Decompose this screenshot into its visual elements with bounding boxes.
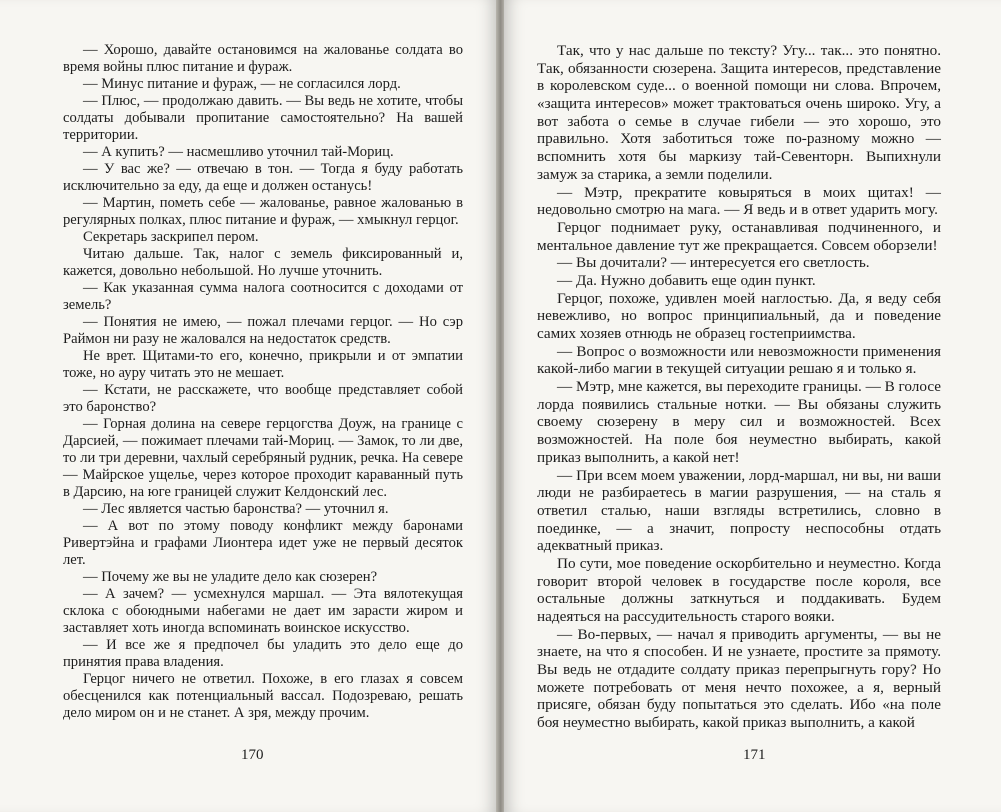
paragraph: — Почему же вы не уладите дело как сюзерен? (83, 569, 378, 585)
paragraph: — Как указанная сумма налога соотносится с доходами от земель? (63, 280, 463, 313)
paragraph: По сути, мое поведение оскорбительно и неуместно. Когда говорит второй человек в государстве после короля, все остальные должны заткнуться и поддакивать. Будем надеяться на рассудительность старого вояки. (537, 554, 941, 625)
paragraph: Так, что у нас дальше по тексту? Угу... так... это понятно. Так, обязанности сюзерена. Защита интересов, представление в королевском суде... о военной помощи ни слова. Впрочем, «защита интересов» может трактоваться очень широко. Угу, а вот забота о семье в случае гибели — это хорошо, это правильно. Хотя заботиться тоже по-разному можно — вспомнить хотя бы маркизу тай-Севенторн. Выпихнули замуж за старика, а земли поделили. (537, 42, 941, 183)
paragraph: — У вас же? — отвечаю в тон. — Тогда я буду работать исключительно за еду, да еще и должен останусь! (63, 161, 463, 194)
paragraph: — Хорошо, давайте остановимся на жалованье солдата во время войны плюс питание и фураж. (63, 42, 463, 75)
paragraph: Читаю дальше. Так, налог с земель фиксированный и, кажется, довольно небольшой. Но лучше уточнить. (63, 246, 463, 279)
paragraph: — Да. Нужно добавить еще один пункт. (557, 271, 816, 289)
right-page (504, 0, 1001, 812)
paragraph: — Вопрос о возможности или невозможности применения какой-либо магии в текущей ситуации решаю я и только я. (537, 342, 941, 378)
paragraph: — Во-первых, — начал я приводить аргументы, — вы не знаете, на что я способен. И не узнаете, простите за прямоту. Вы ведь не отдадите солдату приказ перепрыгнуть гору? Но можете потребовать от меня нечто похожее, а я, верный присяге, обязан буду попытаться это сделать. Ибо «на поле боя неуместно выбирать, какой приказ выполнить, а какой (537, 625, 941, 732)
paragraph: — При всем моем уважении, лорд-маршал, ни вы, ни ваши люди не разбираетесь в магии разрушения, — на сталь я ответил сталью, наши взгляды встретились, словно в поединке, — а значит, попросту неспособны отдать адекватный приказ. (537, 466, 941, 555)
paragraph: Герцог поднимает руку, останавливая подчиненного, и ментальное давление тут же прекращается. Совсем оборзели! (537, 218, 941, 254)
paragraph: — А вот по этому поводу конфликт между баронами Ривертэйна и графами Лионтера идет уже не первый десяток лет. (63, 518, 463, 568)
paragraph: Герцог ничего не ответил. Похоже, в его глазах я совсем обесценился как потенциальный вассал. Подозреваю, решать дело миром он и не станет. А зря, между прочим. (63, 671, 463, 721)
paragraph: — Лес является частью баронства? — уточнил я. (83, 501, 389, 517)
paragraph: — Понятия не имею, — пожал плечами герцог. — Но сэр Раймон ни разу не жаловался на недостаток средств. (63, 314, 463, 347)
paragraph: — Кстати, не расскажете, что вообще представляет собой это баронство? (63, 382, 463, 415)
page-number: 171 (743, 747, 766, 763)
left-page (0, 0, 497, 812)
right-page-text (537, 42, 941, 732)
paragraph: — А зачем? — усмехнулся маршал. — Эта вялотекущая склока с обоюдными набегами не дает им зарасти жиром и заставляет хоть иногда вспоминать воинское искусство. (63, 586, 463, 636)
paragraph: — Горная долина на севере герцогства Доуж, на границе с Дарсией, — пожимает плечами тай-Мориц. — Замок, то ли две, то ли три деревни, чахлый серебряный рудник, речка. На севере — Майрское ущелье, через которое проходит караванный путь в Дарсию, на юге границей служит Келдонский лес. (63, 416, 463, 500)
paragraph: — И все же я предпочел бы уладить это дело еще до принятия права владения. (63, 637, 463, 670)
paragraph: — Вы дочитали? — интересуется его светлость. (557, 254, 870, 272)
paragraph: — Минус питание и фураж, — не согласился лорд. (83, 76, 401, 92)
page-number: 170 (241, 747, 264, 763)
paragraph: — Мартин, пометь себе — жалованье, равное жалованью в регулярных полках, плюс питание и фураж, — хмыкнул герцог. (63, 195, 463, 228)
paragraph: Не врет. Щитами-то его, конечно, прикрыли и от эмпатии тоже, но ауру читать это не мешает. (63, 348, 463, 381)
left-page-text (63, 42, 463, 722)
paragraph: — Мэтр, прекратите ковыряться в моих щитах! — недовольно смотрю на мага. — Я ведь и в ответ ударить могу. (537, 183, 941, 219)
paragraph: — А купить? — насмешливо уточнил тай-Мориц. (83, 144, 394, 160)
paragraph: — Мэтр, мне кажется, вы переходите границы. — В голосе лорда появились стальные нотки. — Вы обязаны служить своему сюзерену в меру сил и возможностей. Всех возможностей. На поле боя неуместно выбирать, какой приказ выполнить, а какой нет! (537, 378, 941, 466)
paragraph: Герцог, похоже, удивлен моей наглостью. Да, я веду себя невежливо, но вопрос принципиальный, да и поведение самих хозяев отнюдь не образец гостеприимства. (537, 289, 941, 342)
paragraph: — Плюс, — продолжаю давить. — Вы ведь не хотите, чтобы солдаты добывали пропитание самостоятельно? На вашей территории. (63, 93, 463, 143)
paragraph: Секретарь заскрипел пером. (83, 229, 259, 245)
